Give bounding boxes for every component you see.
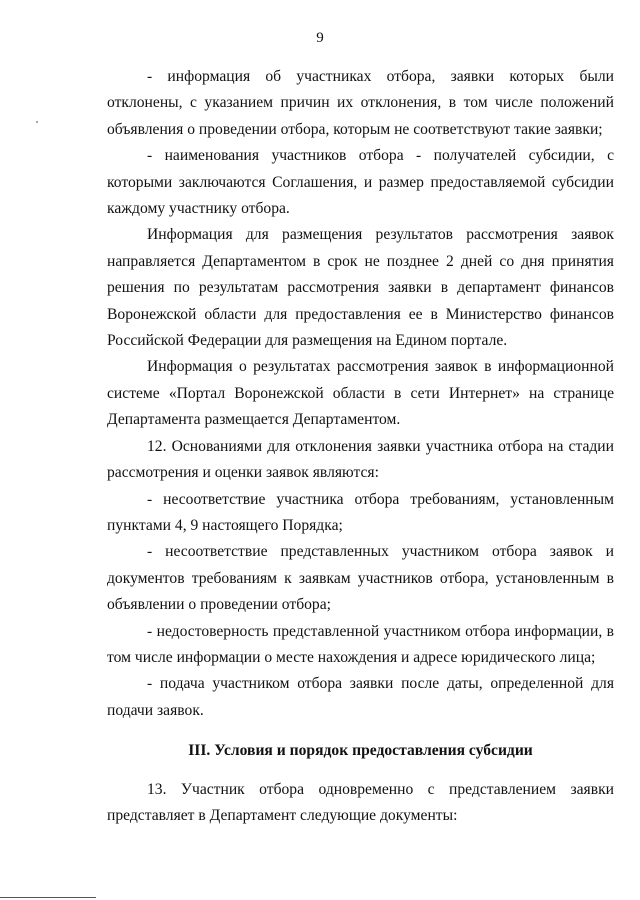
page-number: 9 bbox=[316, 30, 324, 46]
paragraph-unreliable-info: - недостоверность представленной участником отбора информации, в том числе информации о месте нахождения и адресе юридического лица; bbox=[107, 622, 614, 666]
section-heading: III. Условия и порядок предоставления субсидии bbox=[188, 742, 533, 760]
paragraph-clause-13: 13. Участник отбора одновременно с представлением заявки представляет в Департамент следующие документы: bbox=[107, 780, 614, 824]
paragraph-nonconformity-documents: - несоответствие представленных участником отбора заявок и документов требованиям к заявкам участников отбора, установленным в объявлении о проведении отбора; bbox=[107, 543, 614, 614]
paragraph-rejected-participants-info: - информация об участниках отбора, заявки которых были отклонены, с указанием причин их отклонения, в том числе положений объявления о проведении отбора, которым не соответствуют такие заявки; bbox=[107, 68, 614, 138]
paragraph-late-submission: - подача участником отбора заявки после даты, определенной для подачи заявок. bbox=[107, 675, 614, 719]
footer-rule bbox=[0, 897, 96, 898]
paragraph-results-portal: Информация о результатах рассмотрения заявок в информационной системе «Портал Воронежской области в сети Интернет» на странице Департамента размещается Департаментом. bbox=[107, 358, 614, 429]
paragraph-nonconformity-participant: - несоответствие участника отбора требованиям, установленным пунктами 4, 9 настоящего Порядка; bbox=[107, 490, 614, 534]
paragraph-subsidy-recipients: - наименования участников отбора - получателей субсидии, с которыми заключаются Соглашения, и размер предоставляемой субсидии каждому участнику отбора. bbox=[107, 147, 614, 218]
paragraph-clause-12: 12. Основаниями для отклонения заявки участника отбора на стадии рассмотрения и оценки заявок являются: bbox=[107, 437, 614, 482]
document-body bbox=[107, 64, 614, 829]
scan-speck bbox=[36, 121, 38, 123]
paragraph-results-placement: Информация для размещения результатов рассмотрения заявок направляется Департаментом в срок не позднее 2 дней со дня принятия решения по результатам рассмотрения заявки в департамент финансов Воронежской области для предоставления ее в Министерство финансов Российской Федерации для размещения на Едином портале. bbox=[107, 226, 614, 350]
